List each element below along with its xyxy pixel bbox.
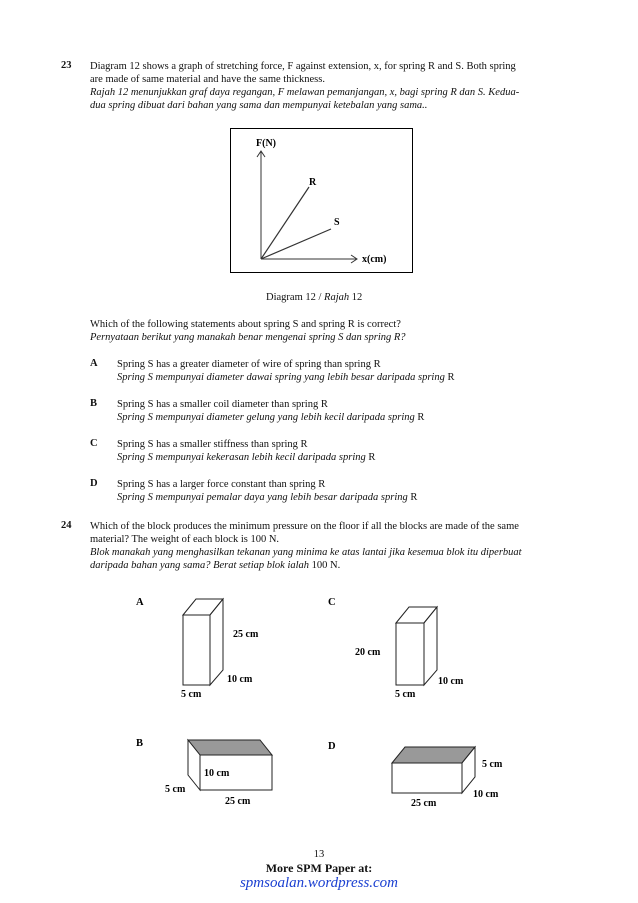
block-d-height: 5 cm bbox=[482, 759, 503, 770]
question-24-text-en-1: Which of the block produces the minimum pressure on the floor if all the blocks are made of the same bbox=[90, 521, 519, 532]
option-b[interactable] bbox=[90, 398, 590, 438]
option-c[interactable] bbox=[90, 438, 590, 478]
option-c-ms: Spring S mempunyai kekerasan lebih kecil daripada spring bbox=[117, 452, 366, 463]
block-a bbox=[136, 597, 259, 700]
block-c-depth: 10 cm bbox=[438, 676, 464, 687]
option-b-en: Spring S has a smaller coil diameter than spring R bbox=[117, 399, 328, 410]
block-a-front bbox=[183, 615, 210, 685]
question-24-text-en-2: material? The weight of each block is 100 N. bbox=[90, 534, 280, 545]
block-d-depth: 10 cm bbox=[473, 789, 499, 800]
question-23-text-ms-2: dua spring dibuat dari bahan yang sama dan mempunyai ketebalan yang sama.. bbox=[90, 100, 428, 111]
block-d-front bbox=[392, 763, 462, 793]
option-a-ms-end: R bbox=[444, 372, 455, 383]
option-b-ms-end: R bbox=[414, 412, 425, 423]
blocks-diagram bbox=[0, 585, 638, 815]
block-c-front bbox=[396, 623, 424, 685]
force-extension-graph bbox=[231, 129, 412, 272]
x-axis-label: x(cm) bbox=[362, 254, 387, 265]
block-a-side bbox=[210, 599, 223, 685]
option-b-ms: Spring S mempunyai diameter gelung yang lebih kecil daripada spring bbox=[117, 412, 415, 423]
question-24-text-ms-2: daripada bahan yang sama? Berat setiap blok ialah bbox=[90, 560, 310, 571]
block-b-top bbox=[188, 740, 272, 755]
option-d[interactable] bbox=[90, 478, 590, 518]
footer-site-link[interactable]: spmsoalan.wordpress.com bbox=[239, 875, 399, 891]
line-s-label: S bbox=[334, 217, 340, 228]
question-23-prompt bbox=[90, 318, 590, 344]
block-b-height: 10 cm bbox=[204, 768, 230, 779]
question-number-24: 24 bbox=[61, 520, 72, 531]
block-d-width: 25 cm bbox=[411, 798, 437, 809]
question-23-text-en-2: are made of same material and have the same thickness. bbox=[90, 74, 325, 85]
option-d-en: Spring S has a larger force constant than spring R bbox=[117, 479, 326, 490]
page-number: 13 bbox=[313, 849, 325, 860]
question-23-text bbox=[90, 60, 590, 112]
question-23-text-en-1: Diagram 12 shows a graph of stretching force, F against extension, x, for spring R and S. Both spring bbox=[90, 61, 516, 72]
block-d bbox=[328, 741, 503, 809]
option-a[interactable] bbox=[90, 358, 590, 398]
block-b-width: 25 cm bbox=[225, 796, 251, 807]
option-letter: C bbox=[90, 438, 98, 449]
question-23-prompt-en: Which of the following statements about spring S and spring R is correct? bbox=[90, 319, 401, 330]
block-c-width: 5 cm bbox=[395, 689, 416, 700]
block-d-top bbox=[392, 747, 475, 763]
block-b-letter: B bbox=[136, 738, 144, 749]
question-23-options bbox=[90, 358, 590, 518]
block-c bbox=[328, 597, 464, 700]
block-a-height: 25 cm bbox=[233, 629, 259, 640]
question-23-prompt-ms: Pernyataan berikut yang manakah benar mengenai spring S dan spring R? bbox=[90, 332, 406, 343]
option-letter: D bbox=[90, 478, 98, 489]
block-a-depth: 10 cm bbox=[227, 674, 253, 685]
question-24-text bbox=[90, 520, 590, 572]
option-d-ms: Spring S mempunyai pemalar daya yang lebih besar daripada spring bbox=[117, 492, 408, 503]
block-c-height: 20 cm bbox=[355, 647, 381, 658]
caption-ms: Rajah bbox=[324, 292, 350, 303]
diagram-12-graph bbox=[230, 128, 413, 273]
caption-en: Diagram 12 / bbox=[266, 292, 325, 303]
option-a-en: Spring S has a greater diameter of wire of spring than spring R bbox=[117, 359, 381, 370]
block-a-letter: A bbox=[136, 597, 144, 608]
question-23-text-ms-1: Rajah 12 menunjukkan graf daya regangan, F melawan pemanjangan, x, bagi spring R dan S. Kedua- bbox=[90, 87, 520, 98]
option-letter: A bbox=[90, 358, 98, 369]
block-d-letter: D bbox=[328, 741, 336, 752]
question-number-23: 23 bbox=[61, 60, 72, 71]
question-24-text-ms-2-end: 100 N. bbox=[309, 560, 341, 571]
block-a-width: 5 cm bbox=[181, 689, 202, 700]
option-letter: B bbox=[90, 398, 98, 409]
line-r-label: R bbox=[309, 177, 317, 188]
block-b bbox=[136, 738, 272, 807]
option-a-ms: Spring S mempunyai diameter dawai spring yang lebih besar daripada spring bbox=[117, 372, 445, 383]
footer-more-text: More SPM Paper at: bbox=[265, 861, 373, 875]
block-b-depth: 5 cm bbox=[165, 784, 186, 795]
option-c-en: Spring S has a smaller stiffness than spring R bbox=[117, 439, 308, 450]
option-d-ms-end: R bbox=[407, 492, 418, 503]
y-axis-label: F(N) bbox=[256, 138, 276, 149]
question-24-text-ms-1: Blok manakah yang menghasilkan tekanan yang minima ke atas lantai jika kesemua blok itu diperbuat bbox=[90, 547, 522, 558]
caption-num: 12 bbox=[349, 292, 363, 303]
block-c-letter: C bbox=[328, 597, 336, 608]
option-c-ms-end: R bbox=[365, 452, 376, 463]
diagram-12-caption bbox=[266, 291, 362, 304]
